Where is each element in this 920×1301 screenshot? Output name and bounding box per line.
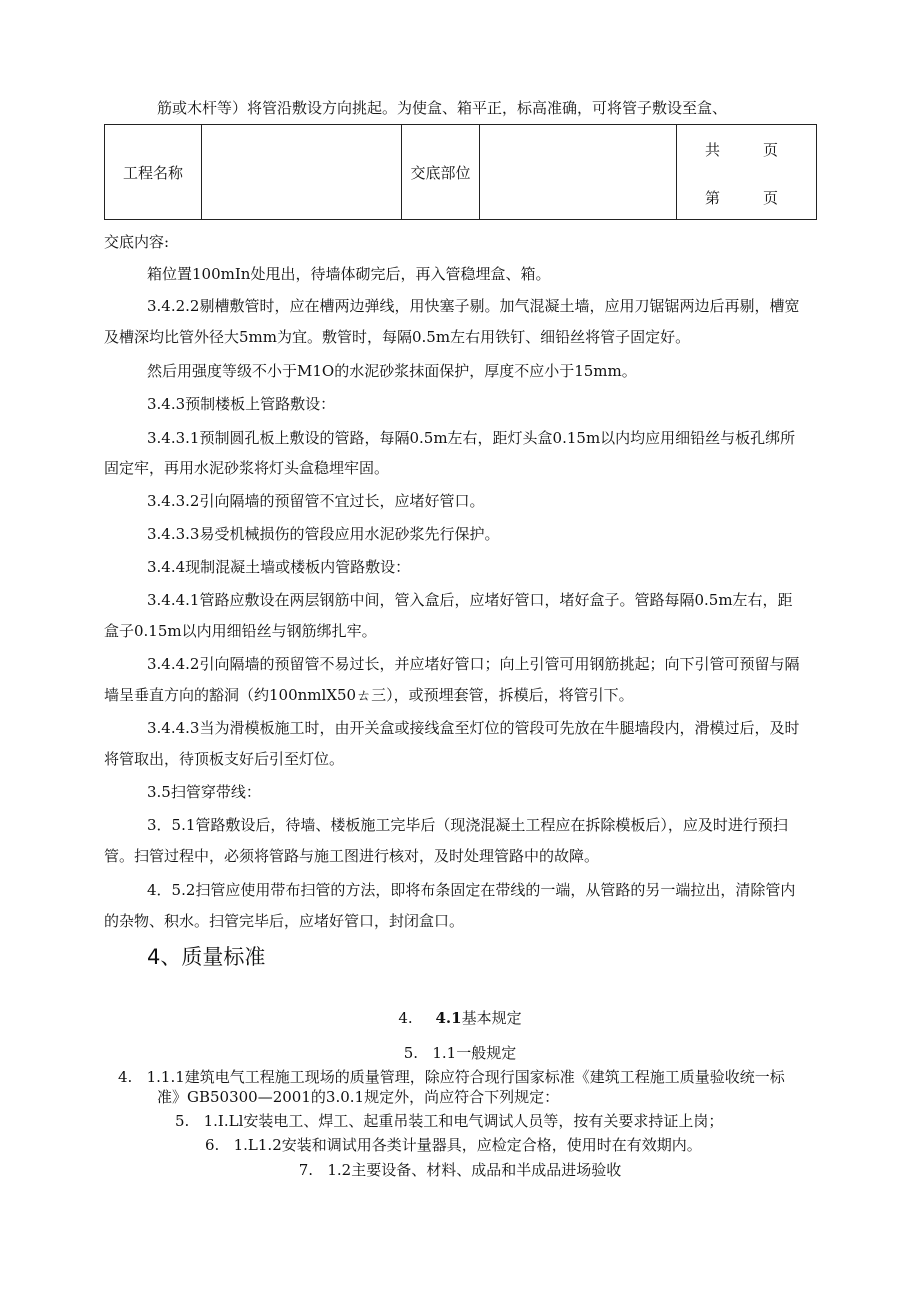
paragraph-line: 将管取出，待顶板支好后引至灯位。 — [104, 750, 345, 768]
subsection-title: 基本规定 — [461, 1009, 522, 1027]
paragraph-line: 3.4.3预制楼板上管路敷设： — [147, 395, 336, 413]
current-label: 第 — [705, 189, 721, 207]
paragraph-line: 3.4.3.2引向隔墙的预留管不宜过长，应堵好管口。 — [147, 492, 485, 510]
subsection-bold-number: 4.1 — [435, 1009, 462, 1027]
paragraph-line: 3.4.3.1预制圆孔板上敷设的管路，每隔0.5m左右，距灯头盒0.15m以内均应用细铅丝与板孔绑所 — [147, 429, 796, 447]
rule-paragraph-line-2: 准》GB50300—2001的3.0.1规定外，尚应符合下列规定： — [157, 1088, 560, 1106]
subsection-number: 4. — [398, 1009, 413, 1027]
paragraph-line: 墙呈垂直方向的豁洞（约100nmlX50ㄊ三），或预埋套管，拆模后，将管引下。 — [104, 686, 634, 704]
paragraph-line: 3.4.3.3易受机械损伤的管段应用水泥砂浆先行保护。 — [147, 525, 500, 543]
paragraph-line: 箱位置100mIn处甩出，待墙体砌完后，再入管稳埋盒、箱。 — [147, 265, 551, 283]
rule-item: 7. 1.2主要设备、材料、成品和半成品进场验收 — [298, 1161, 622, 1179]
content-label: 交底内容: — [104, 233, 170, 251]
paragraph-line: 及槽深均比管外径大5mm为宜。敷管时，每隔0.5m左右用铁钉、细铅丝将管子固定好。 — [104, 328, 691, 346]
rule-paragraph-line-1: 4. 1.1.1建筑电气工程施工现场的质量管理，除应符合现行国家标准《建筑工程施工质量验收统一标 — [118, 1068, 785, 1086]
page-unit-current: 页 — [763, 189, 779, 207]
paragraph-line: 3.4.4现制混凝土墙或楼板内管路敷设： — [147, 558, 411, 576]
paragraph-line: 3.4.4.3当为滑模板施工时，由开关盒或接线盒至灯位的管段可先放在牛腿墙段内，滑模过后，及时 — [147, 719, 800, 737]
page-unit-total: 页 — [763, 141, 779, 159]
subsection-basic-rules — [0, 1008, 920, 1028]
location-value — [480, 125, 677, 220]
paragraph-line: 3.4.4.1管路应敷设在两层钢筋中间，管入盒后，应堵好管口，堵好盒子。管路每隔0.5m左右，距 — [147, 591, 793, 609]
header-table — [104, 124, 817, 220]
page-count-cell — [677, 125, 817, 220]
paragraph-line: 然后用强度等级不小于M1O的水泥砂浆抹面保护，厚度不应小于15mm。 — [147, 362, 637, 380]
paragraph-line: 4．5.2扫管应使用带布扫管的方法，即将布条固定在带线的一端，从管路的另一端拉出，清除管内 — [147, 881, 796, 899]
paragraph-line: 盒子0.15m以内用细铅丝与钢筋绑扎牢。 — [104, 622, 377, 640]
rule-item: 5. 1.I.Ll安装电工、焊工、起重吊装工和电气调试人员等，按有关要求持证上岗； — [175, 1112, 724, 1130]
location-label: 交底部位 — [402, 125, 480, 220]
rule-item: 6. 1.L1.2安装和调试用各类计量器具，应检定合格，使用时在有效期内。 — [205, 1136, 702, 1154]
paragraph-line: 3.5扫管穿带线： — [147, 783, 261, 801]
paragraph-line: 3．5.1管路敷设后，待墙、楼板施工完毕后（现浇混凝土工程应在拆除模板后），应及时进行预扫 — [147, 816, 788, 834]
project-name-label: 工程名称 — [105, 125, 202, 220]
paragraph-line: 3.4.4.2引向隔墙的预留管不易过长，并应堵好管口；向上引管可用钢筋挑起；向下引管可预留与隔 — [147, 655, 800, 673]
total-label: 共 — [705, 141, 721, 159]
paragraph-line: 3.4.2.2剔槽敷管时，应在槽两边弹线，用快塞子剔。加气混凝土墙，应用刀锯锯两边后再剔，槽宽 — [147, 297, 800, 315]
top-line: 筋或木杆等）将管沿敷设方向挑起。为使盒、箱平正，标高准确，可将管子敷设至盒、 — [157, 99, 728, 117]
paragraph-line: 的杂物、积水。扫管完毕后，应堵好管口，封闭盒口。 — [104, 912, 465, 930]
subsection-general-rules: 5. 1.1一般规定 — [403, 1044, 517, 1062]
paragraph-line: 管。扫管过程中，必须将管路与施工图进行核对，及时处理管路中的故障。 — [104, 847, 600, 865]
paragraph-line: 固定牢，再用水泥砂浆将灯头盒稳埋牢固。 — [104, 459, 390, 477]
project-name-value — [202, 125, 402, 220]
section-heading: 4、质量标准 — [147, 945, 266, 969]
